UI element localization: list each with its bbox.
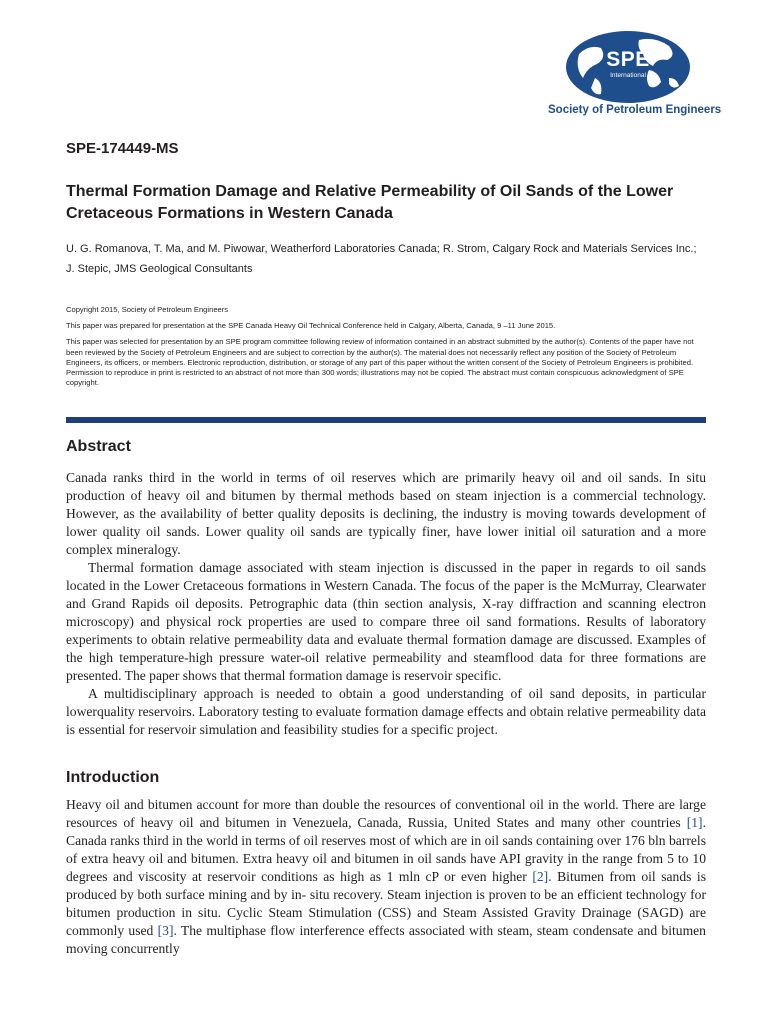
- abstract-heading: Abstract: [66, 438, 131, 455]
- logo-subtext: International: [610, 72, 646, 79]
- notice-paragraph: This paper was selected for presentation by an SPE program committee following review of information contained in an abstract submitted by the author(s). Contents of the paper have not been reviewed by the Society of Petroleum Engineers and are subject to correction by the author(s). The material does not necessarily reflect any position of the Society of Petroleum Engineers, its officers, or members. Electronic reproduction, distribution, or storage of any part of this paper without the written consent of the Society of Petroleum Engineers is prohibited. Permission to reproduce in print is restricted to an abstract of not more than 300 words; illustrations may not be copied. The abstract must contain conspicuous acknowledgment of SPE copyright.: [66, 337, 694, 388]
- abstract-paragraph-2: Thermal formation damage associated with steam injection is discussed in the paper in regards to oil sands located in the Lower Cretaceous formations in Western Canada. The focus of the paper is the McMurray, Clearwater and Grand Rapids oil deposits. Petrographic data (thin section analysis, X-ray diffraction and scanning electron microscopy) and physical rock properties are used to compare three oil sand formations. Results of laboratory experiments to obtain relative permeability data and evaluate thermal formation damage are discussed. Examples of the high temperature-high pressure water-oil relative permeability and steamflood data for three formations are presented. The paper shows that thermal formation damage is reservoir specific.: [66, 560, 706, 683]
- introduction-heading: Introduction: [66, 769, 160, 786]
- section-divider: [66, 417, 706, 423]
- abstract-paragraph-1: Canada ranks third in the world in terms of oil reserves which are primarily heavy oil and oil sands. In situ production of heavy oil and bitumen by thermal methods based on steam injection is a commercial technology. However, as the availability of better quality deposits is declining, the industry is moving towards development of lower quality oil sands. Lower quality oil sands are typically finer, have lower initial oil saturation and a more complex mineralogy.: [66, 470, 706, 557]
- reference-link-1[interactable]: [1]: [686, 815, 703, 830]
- abstract-paragraph-3: A multidisciplinary approach is needed to obtain a good understanding of oil sand deposits, in particular lowerquality reservoirs. Laboratory testing to evaluate formation damage effects and obtain relative permeability data is essential for reservoir simulation and feasibility studies for a specific project.: [66, 686, 706, 737]
- introduction-body: [66, 796, 706, 958]
- copyright-block: [66, 305, 708, 394]
- logo-text: SPE: [606, 48, 650, 71]
- spe-logo: [548, 30, 722, 126]
- reference-link-3[interactable]: [3]: [157, 923, 174, 938]
- copyright-line: Copyright 2015, Society of Petroleum Engineers: [66, 305, 229, 314]
- abstract-body: [66, 469, 706, 739]
- introduction-paragraph: Heavy oil and bitumen account for more than double the resources of conventional oil in the world. There are large resources of heavy oil and bitumen in Venezuela, Canada, Russia, United States and many other countries [1]. Canada ranks third in the world in terms of oil reserves most of which are in oil sands containing over 176 bln barrels of extra heavy oil and bitumen. Extra heavy oil and bitumen in oil sands have API gravity in the range from 5 to 10 degrees and viscosity at reservoir conditions as high as 1 mln cP or even higher [2]. Bitumen from oil sands is produced by both surface mining and by in- situ recovery. Steam injection is proven to be an efficient technology for bitumen production in situ. Cyclic Steam Stimulation (CSS) and Steam Assisted Gravity Drainage (SAGD) are commonly used [3]. The multiphase flow interference effects associated with steam, steam condensate and bitumen moving concurrently: [66, 797, 706, 956]
- prepared-line: This paper was prepared for presentation at the SPE Canada Heavy Oil Technical Conference held in Calgary, Alberta, Canada, 9 –11 June 2015.: [66, 321, 556, 331]
- paper-title: Thermal Formation Damage and Relative Permeability of Oil Sands of the Lower Cretaceous Formations in Western Canada: [66, 183, 674, 222]
- paper-id: SPE-174449-MS: [66, 140, 179, 157]
- authors: U. G. Romanova, T. Ma, and M. Piwowar, Weatherford Laboratories Canada; R. Strom, Calgary Rock and Materials Services Inc.; J. Stepic, JMS Geological Consultants: [66, 243, 697, 275]
- organization-name: Society of Petroleum Engineers: [548, 104, 722, 116]
- reference-link-2[interactable]: [2]: [532, 869, 549, 884]
